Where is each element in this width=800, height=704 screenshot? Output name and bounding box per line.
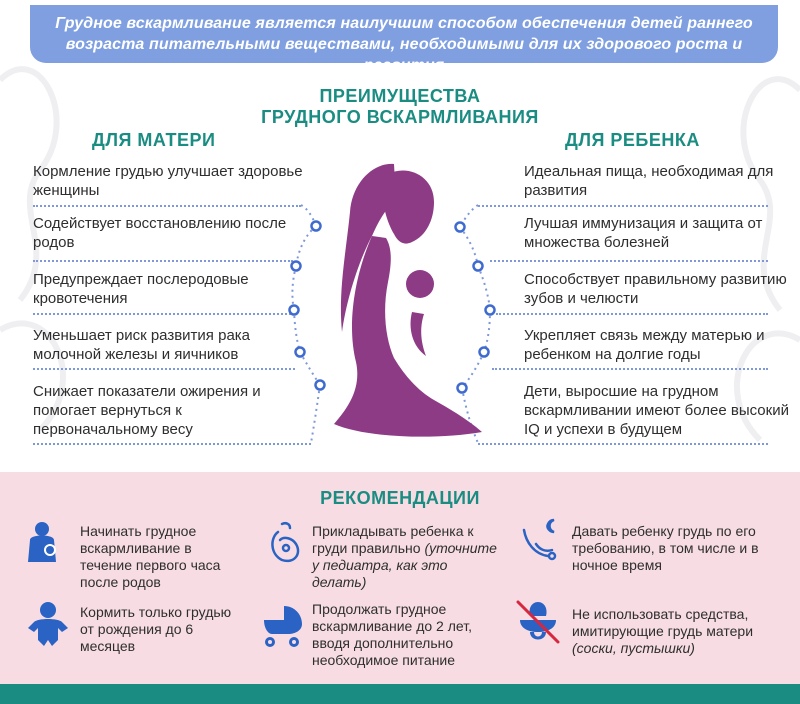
mother-benefit-item: Снижает показатели ожирения и помогает вернуться к первоначальному весу bbox=[33, 383, 261, 438]
child-benefit-item: Способствует правильному развитию зубов и челюсти bbox=[524, 271, 787, 307]
recommendation-text bbox=[80, 604, 245, 655]
recommendation-text bbox=[312, 601, 502, 669]
mother-benefit-divider bbox=[33, 443, 311, 445]
night-feeding-icon bbox=[516, 516, 564, 564]
recommendations-heading: РЕКОМЕНДАЦИИ bbox=[320, 488, 480, 508]
mother-feeding-baby-icon bbox=[316, 152, 490, 442]
mother-benefit-divider bbox=[33, 260, 293, 262]
child-benefit-item: Дети, выросшие на грудном вскармливании имеют более высокий IQ и успехи в будущем bbox=[524, 383, 789, 438]
child-benefits-heading: ДЛЯ РЕБЕНКА bbox=[565, 130, 700, 150]
child-benefit-item: Укрепляет связь между матерью и ребенком на долгие годы bbox=[524, 327, 765, 363]
page-title-line-1: ПРЕИМУЩЕСТВА bbox=[319, 86, 481, 106]
recommendation-text bbox=[80, 523, 245, 591]
recommendation-label: Давать ребенку грудь по его требованию, в том числе и в ночное время bbox=[572, 523, 759, 573]
child-benefit-divider bbox=[478, 443, 768, 445]
child-benefit-item: Лучшая иммунизация и защита от множества болезней bbox=[524, 215, 763, 251]
recommendation-label: Начинать грудное вскармливание в течение первого часа после родов bbox=[80, 523, 221, 590]
mother-benefit-divider bbox=[33, 368, 295, 370]
no-pacifier-icon bbox=[514, 598, 562, 646]
child-benefit-divider bbox=[490, 260, 768, 262]
child-benefit-divider bbox=[492, 368, 768, 370]
child-benefit-divider bbox=[478, 205, 768, 207]
mother-benefits-heading: ДЛЯ МАТЕРИ bbox=[92, 130, 216, 150]
mother-benefit-divider bbox=[33, 205, 301, 207]
mother-benefit-divider bbox=[33, 313, 291, 315]
page-title-line-2: ГРУДНОГО ВСКАРМЛИВАНИЯ bbox=[261, 107, 539, 127]
recommendation-note: (соски, пустышки) bbox=[572, 640, 695, 656]
footer-bar bbox=[0, 684, 800, 704]
recommendation-label: Прикладывать ребенка к груди правильно bbox=[312, 523, 474, 556]
child-benefit-item: Идеальная пища, необходимая для развития bbox=[524, 163, 774, 199]
recommendation-text bbox=[572, 523, 772, 574]
recommendation-note: (уточните у педиатра, как это делать) bbox=[312, 540, 497, 590]
breastfeeding-mother-icon bbox=[20, 520, 68, 568]
mother-benefit-item: Содействует восстановлению после родов bbox=[33, 215, 287, 251]
mother-benefit-item: Уменьшает риск развития рака молочной железы и яичников bbox=[33, 327, 251, 363]
intro-banner bbox=[30, 5, 778, 74]
recommendation-text bbox=[312, 523, 502, 591]
recommendation-text bbox=[572, 606, 782, 657]
mother-benefit-item: Предупреждает послеродовые кровотечения bbox=[33, 271, 249, 307]
child-benefit-divider bbox=[496, 313, 768, 315]
baby-icon bbox=[24, 600, 72, 648]
stroller-icon bbox=[258, 602, 306, 650]
page-title bbox=[200, 86, 600, 128]
intro-banner-text: Грудное вскармливание является наилучшим способом обеспечения детей раннего возраста питательными веществами, необходимыми для их здорового роста и развития bbox=[55, 15, 753, 74]
baby-latch-icon bbox=[262, 518, 310, 566]
recommendation-label: Кормить только грудью от рождения до 6 месяцев bbox=[80, 604, 232, 654]
mother-benefit-item: Кормление грудью улучшает здоровье женщины bbox=[33, 163, 303, 199]
recommendation-label: Продолжать грудное вскармливание до 2 лет, вводя дополнительно необходимое питание bbox=[312, 601, 472, 668]
recommendation-label: Не использовать средства, имитирующие грудь матери bbox=[572, 606, 754, 639]
